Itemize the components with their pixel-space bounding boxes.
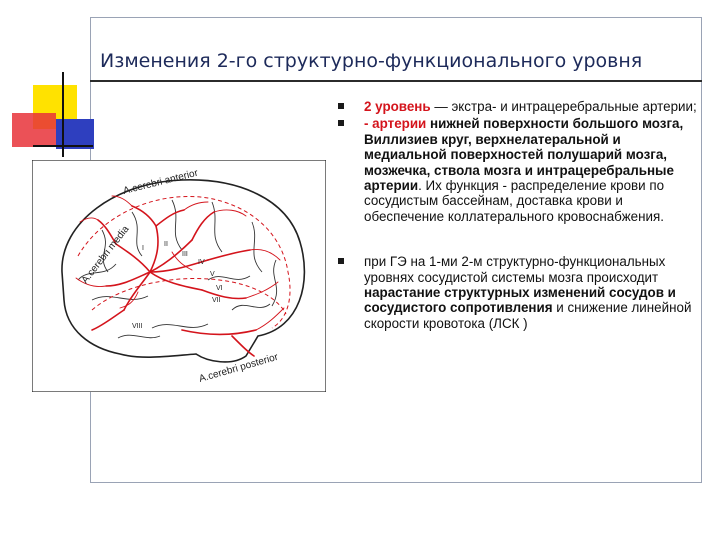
bullet-list [336,99,698,331]
bullet-item [336,99,698,114]
numeral: VII [212,297,221,304]
numeral: II [164,241,168,248]
brain-arteries-figure [32,160,326,392]
bullet-keyword: 2 уровень [364,99,431,114]
decor-horizontal-line [33,145,93,147]
bullet-item [336,254,698,331]
title-underline [90,80,702,82]
bullet-text: и снижение линейной скорости кровотока (ЛСК ) [364,300,692,331]
label-media: A.cerebri media [79,223,132,286]
bullet-bold-text: нарастание структурных изменений сосудов и сосудистого сопротивления [364,285,676,316]
numeral: VIII [132,323,143,330]
bullet-keyword: - артерии [364,116,427,132]
bullet-text: . Их функция - распределение крови по сосудистым бассейнам, доставка крови и обеспечение коллатерального кровоснабжения. [364,178,665,224]
bullet-marker [338,258,344,264]
bullet-marker [338,120,344,126]
numeral: III [182,251,188,258]
bullet-text: при ГЭ на 1-ми 2-м структурно-функциональных уровнях сосудистой системы мозга происходит [364,254,666,285]
decor-red-square [12,113,56,147]
label-anterior: A.cerebri anterior [122,167,200,197]
bullet-item [336,116,698,224]
numeral: IV [198,259,205,266]
numeral: I [142,245,144,252]
bullet-text: — экстра- и интрацеребральные артерии; [430,99,697,114]
slide-title: Изменения 2-го структурно-функционального уровня [100,50,643,72]
numeral: VI [216,285,223,292]
bullet-bold-text: нижней поверхности большого мозга, Виллизиев круг, верхнелатеральной и медиальной поверхностей полушарий мозга, мозжечка, ствола мозга и интрацеребральные артерии [364,116,684,194]
numeral: V [210,271,215,278]
label-posterior: A.cerebri posterior [197,351,280,385]
bullet-marker [338,103,344,109]
